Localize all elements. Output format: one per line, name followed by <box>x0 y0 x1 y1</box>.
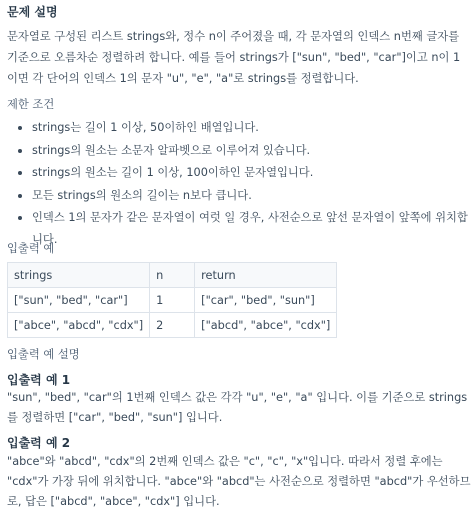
table-cell: ["car", "bed", "sun"] <box>195 288 337 313</box>
constraint-item: strings는 길이 1 이상, 50이하인 배열입니다. <box>0 117 474 140</box>
io-explain-title: 입출력 예 설명 <box>7 348 80 361</box>
constraints-title: 제한 조건 <box>7 98 55 111</box>
table-row <box>8 313 337 338</box>
table-header-cell: n <box>150 263 195 288</box>
table-cell: ["abcd", "abce", "cdx"] <box>195 313 337 338</box>
problem-description: 문자열로 구성된 리스트 strings와, 정수 n이 주어졌을 때, 각 문자열의 인덱스 n번째 글자를 기준으로 오름차순 정렬하려 합니다. 예를 들어 strings가 ["sun", "bed", "car"]이고 n이 1이면 각 단어의 인덱스 1의 문자 "u", "e", "a"로 strings를 정렬합니다. <box>7 30 461 85</box>
table-header-cell: strings <box>8 263 150 288</box>
constraint-item: strings의 원소는 소문자 알파벳으로 이루어져 있습니다. <box>0 140 474 163</box>
constraint-item: strings의 원소는 길이 1 이상, 100이하인 문자열입니다. <box>0 162 474 185</box>
constraint-item: 모든 strings의 원소의 길이는 n보다 큽니다. <box>0 185 474 208</box>
section-title: 문제 설명 <box>7 5 58 19</box>
table-header-row <box>8 263 337 288</box>
table-cell: 1 <box>150 288 195 313</box>
table-cell: 2 <box>150 313 195 338</box>
example-1-title: 입출력 예 1 <box>7 373 71 387</box>
table-cell: ["abce", "abcd", "cdx"] <box>8 313 150 338</box>
constraints-list <box>0 117 474 246</box>
example-2-text: "abce"와 "abcd", "cdx"의 2번째 인덱스 값은 "c", "c", "x"입니다. 따라서 정렬 후에는 "cdx"가 가장 뒤에 위치합니다. "abce"와 "abcd"는 사전순으로 정렬하면 "abcd"가 우선하므로, 답은 ["abcd", "abce", "cdx"] 입니다. <box>7 455 471 508</box>
io-example-table <box>7 262 337 338</box>
io-example-title: 입출력 예 <box>7 242 55 255</box>
constraint-item: 인덱스 1의 문자가 같은 문자열이 여럿 일 경우, 사전순으로 앞선 문자열이 앞쪽에 위치합니다. <box>0 207 474 230</box>
table-cell: ["sun", "bed", "car"] <box>8 288 150 313</box>
table-row <box>8 288 337 313</box>
table-header-cell: return <box>195 263 337 288</box>
example-1-text: "sun", "bed", "car"의 1번째 인덱스 값은 각각 "u", "e", "a" 입니다. 이를 기준으로 strings를 정렬하면 ["car", "bed", "sun"] 입니다. <box>7 391 468 424</box>
example-2-title: 입출력 예 2 <box>7 436 71 450</box>
